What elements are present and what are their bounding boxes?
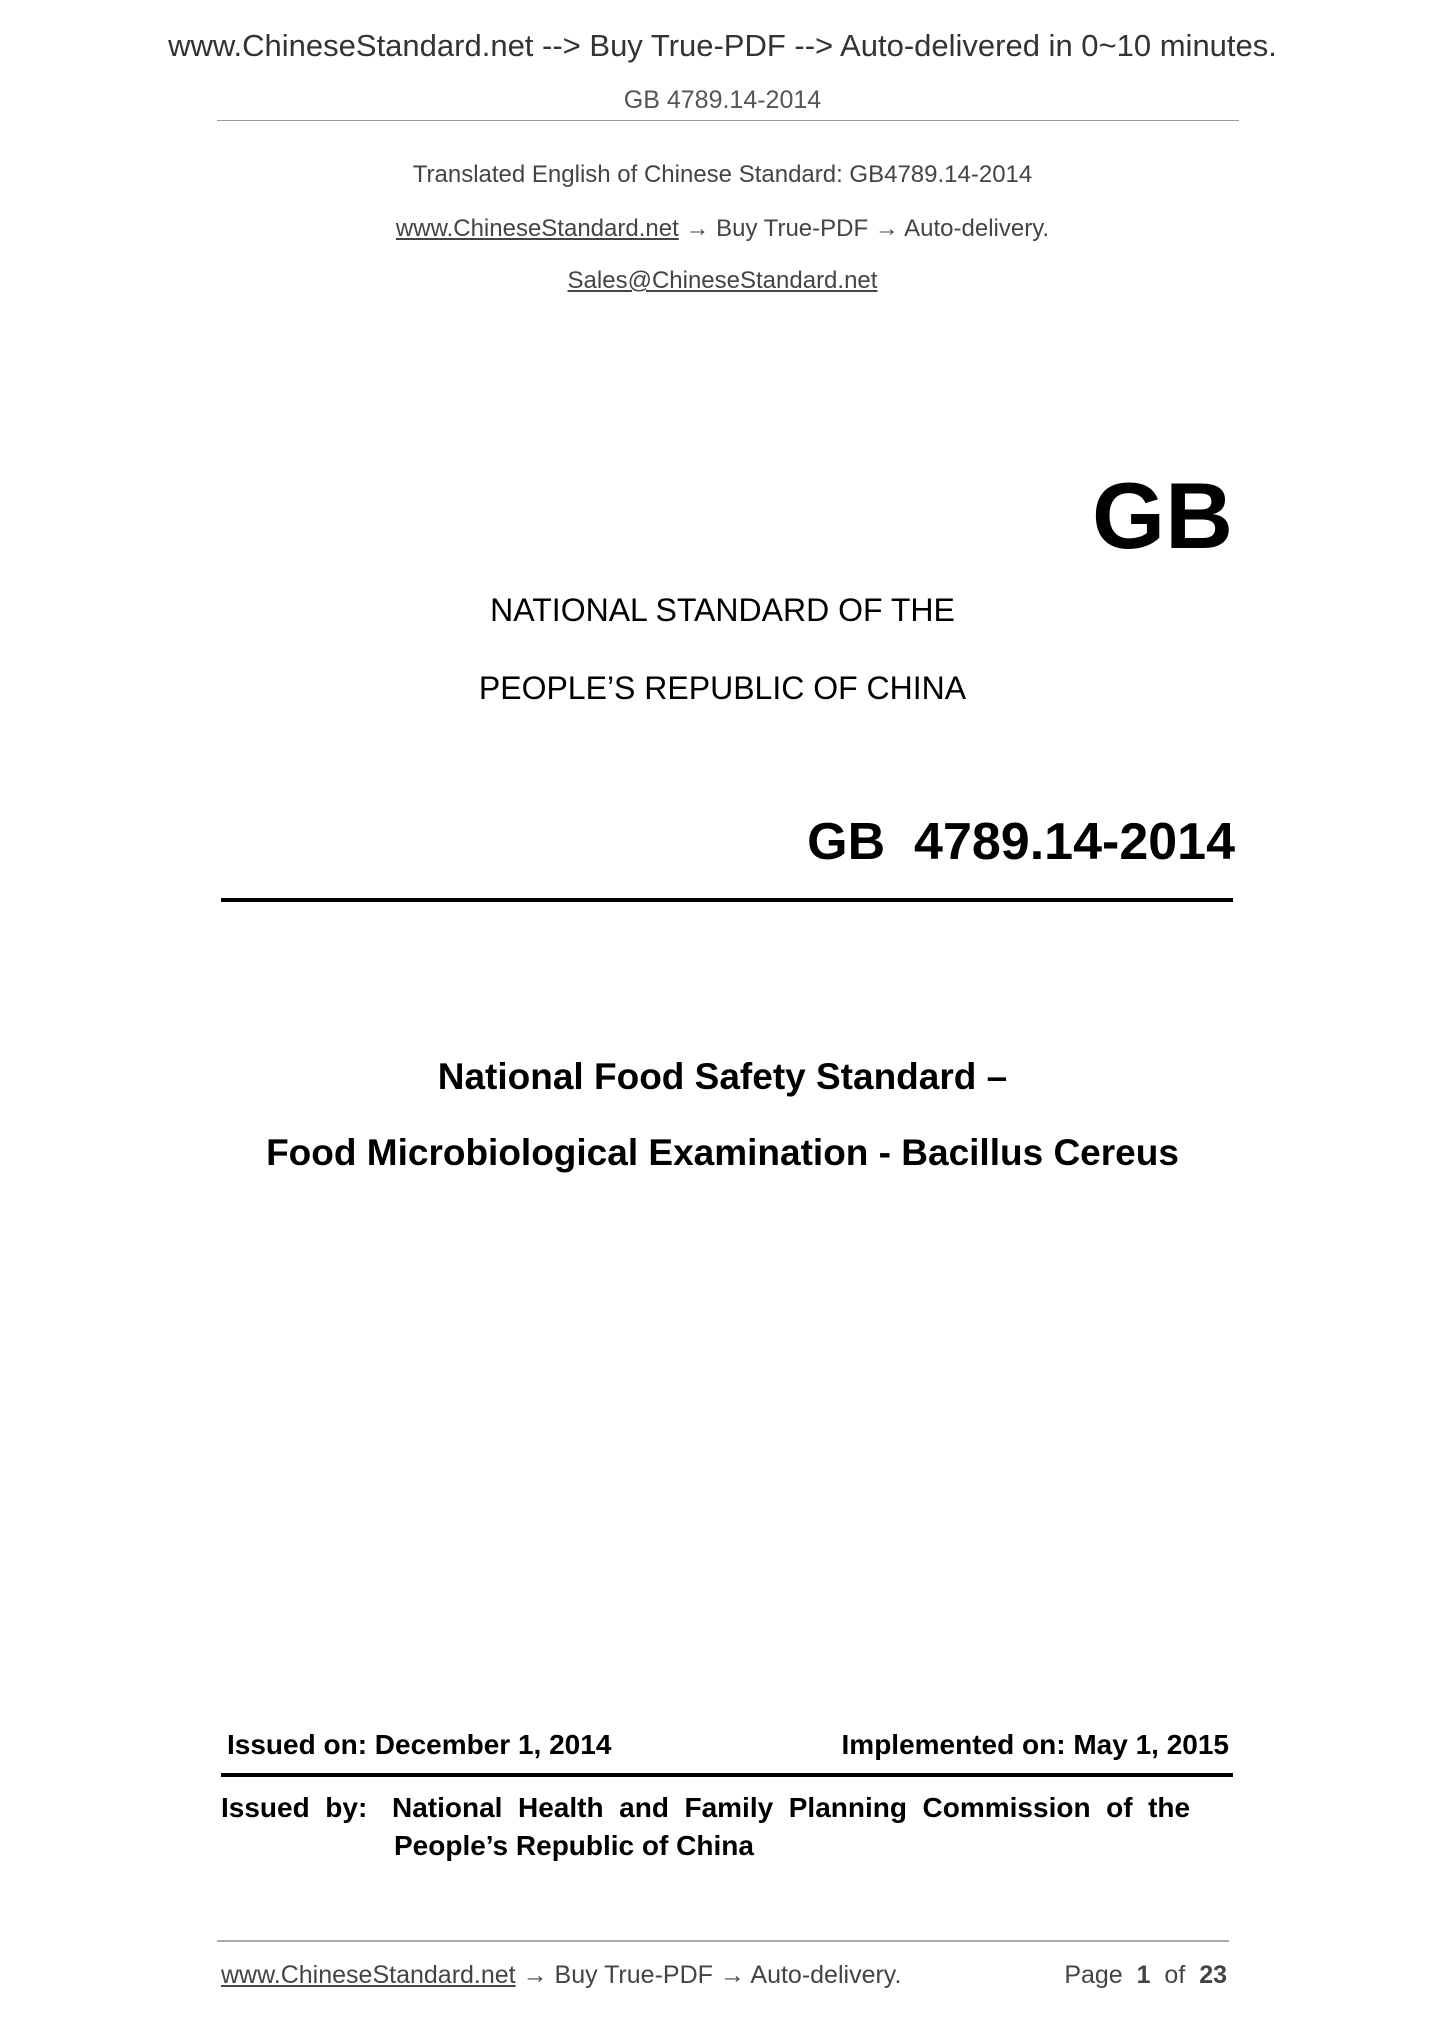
issued-date: Issued on: December 1, 2014: [227, 1729, 612, 1760]
issuer-line-2: People’s Republic of China: [394, 1830, 754, 1861]
site-line: [0, 215, 1445, 243]
footer-site-link[interactable]: www.ChineseStandard.net: [221, 1961, 516, 1989]
page-current: 1: [1136, 1961, 1151, 1989]
standard-number: GB 4789.14-2014: [807, 813, 1235, 871]
delivery-text: → Buy True-PDF → Auto-delivery.: [678, 215, 1050, 242]
page-indicator: [1064, 1961, 1227, 1990]
translated-line: Translated English of Chinese Standard: GB4789.14-2014: [412, 161, 1033, 188]
title-rule: [221, 898, 1233, 902]
title-line-1: National Food Safety Standard –: [437, 1056, 1008, 1097]
site-link[interactable]: www.ChineseStandard.net: [395, 215, 679, 242]
footer-delivery-text: → Buy True-PDF → Auto-delivery.: [515, 1961, 902, 1989]
implemented-date: Implemented on: May 1, 2015: [841, 1729, 1229, 1760]
title-line-2: Food Microbiological Examination - Bacillus Cereus: [266, 1132, 1179, 1173]
gb-logo: GB: [1092, 463, 1233, 568]
issued-by-label: Issued by:: [221, 1792, 368, 1823]
header-rule: [217, 120, 1239, 121]
page-total: 23: [1199, 1961, 1227, 1989]
running-header: GB 4789.14-2014: [623, 86, 822, 114]
page-of: of: [1164, 1961, 1186, 1989]
email-line: [0, 267, 1445, 295]
issuer-line-1: National Health and Family Planning Commission of the: [392, 1792, 1191, 1823]
dates-rule: [221, 1773, 1233, 1777]
national-line-2: PEOPLE’S REPUBLIC OF CHINA: [478, 670, 967, 706]
footer-site-line: [221, 1961, 901, 1990]
national-line-1: NATIONAL STANDARD OF THE: [490, 592, 955, 628]
email-link[interactable]: Sales@ChineseStandard.net: [567, 267, 878, 294]
page-label: Page: [1064, 1961, 1123, 1989]
footer-rule: [217, 1940, 1229, 1942]
banner-text: www.ChineseStandard.net --> Buy True-PDF --> Auto-delivered in 0~10 minutes.: [168, 28, 1277, 63]
